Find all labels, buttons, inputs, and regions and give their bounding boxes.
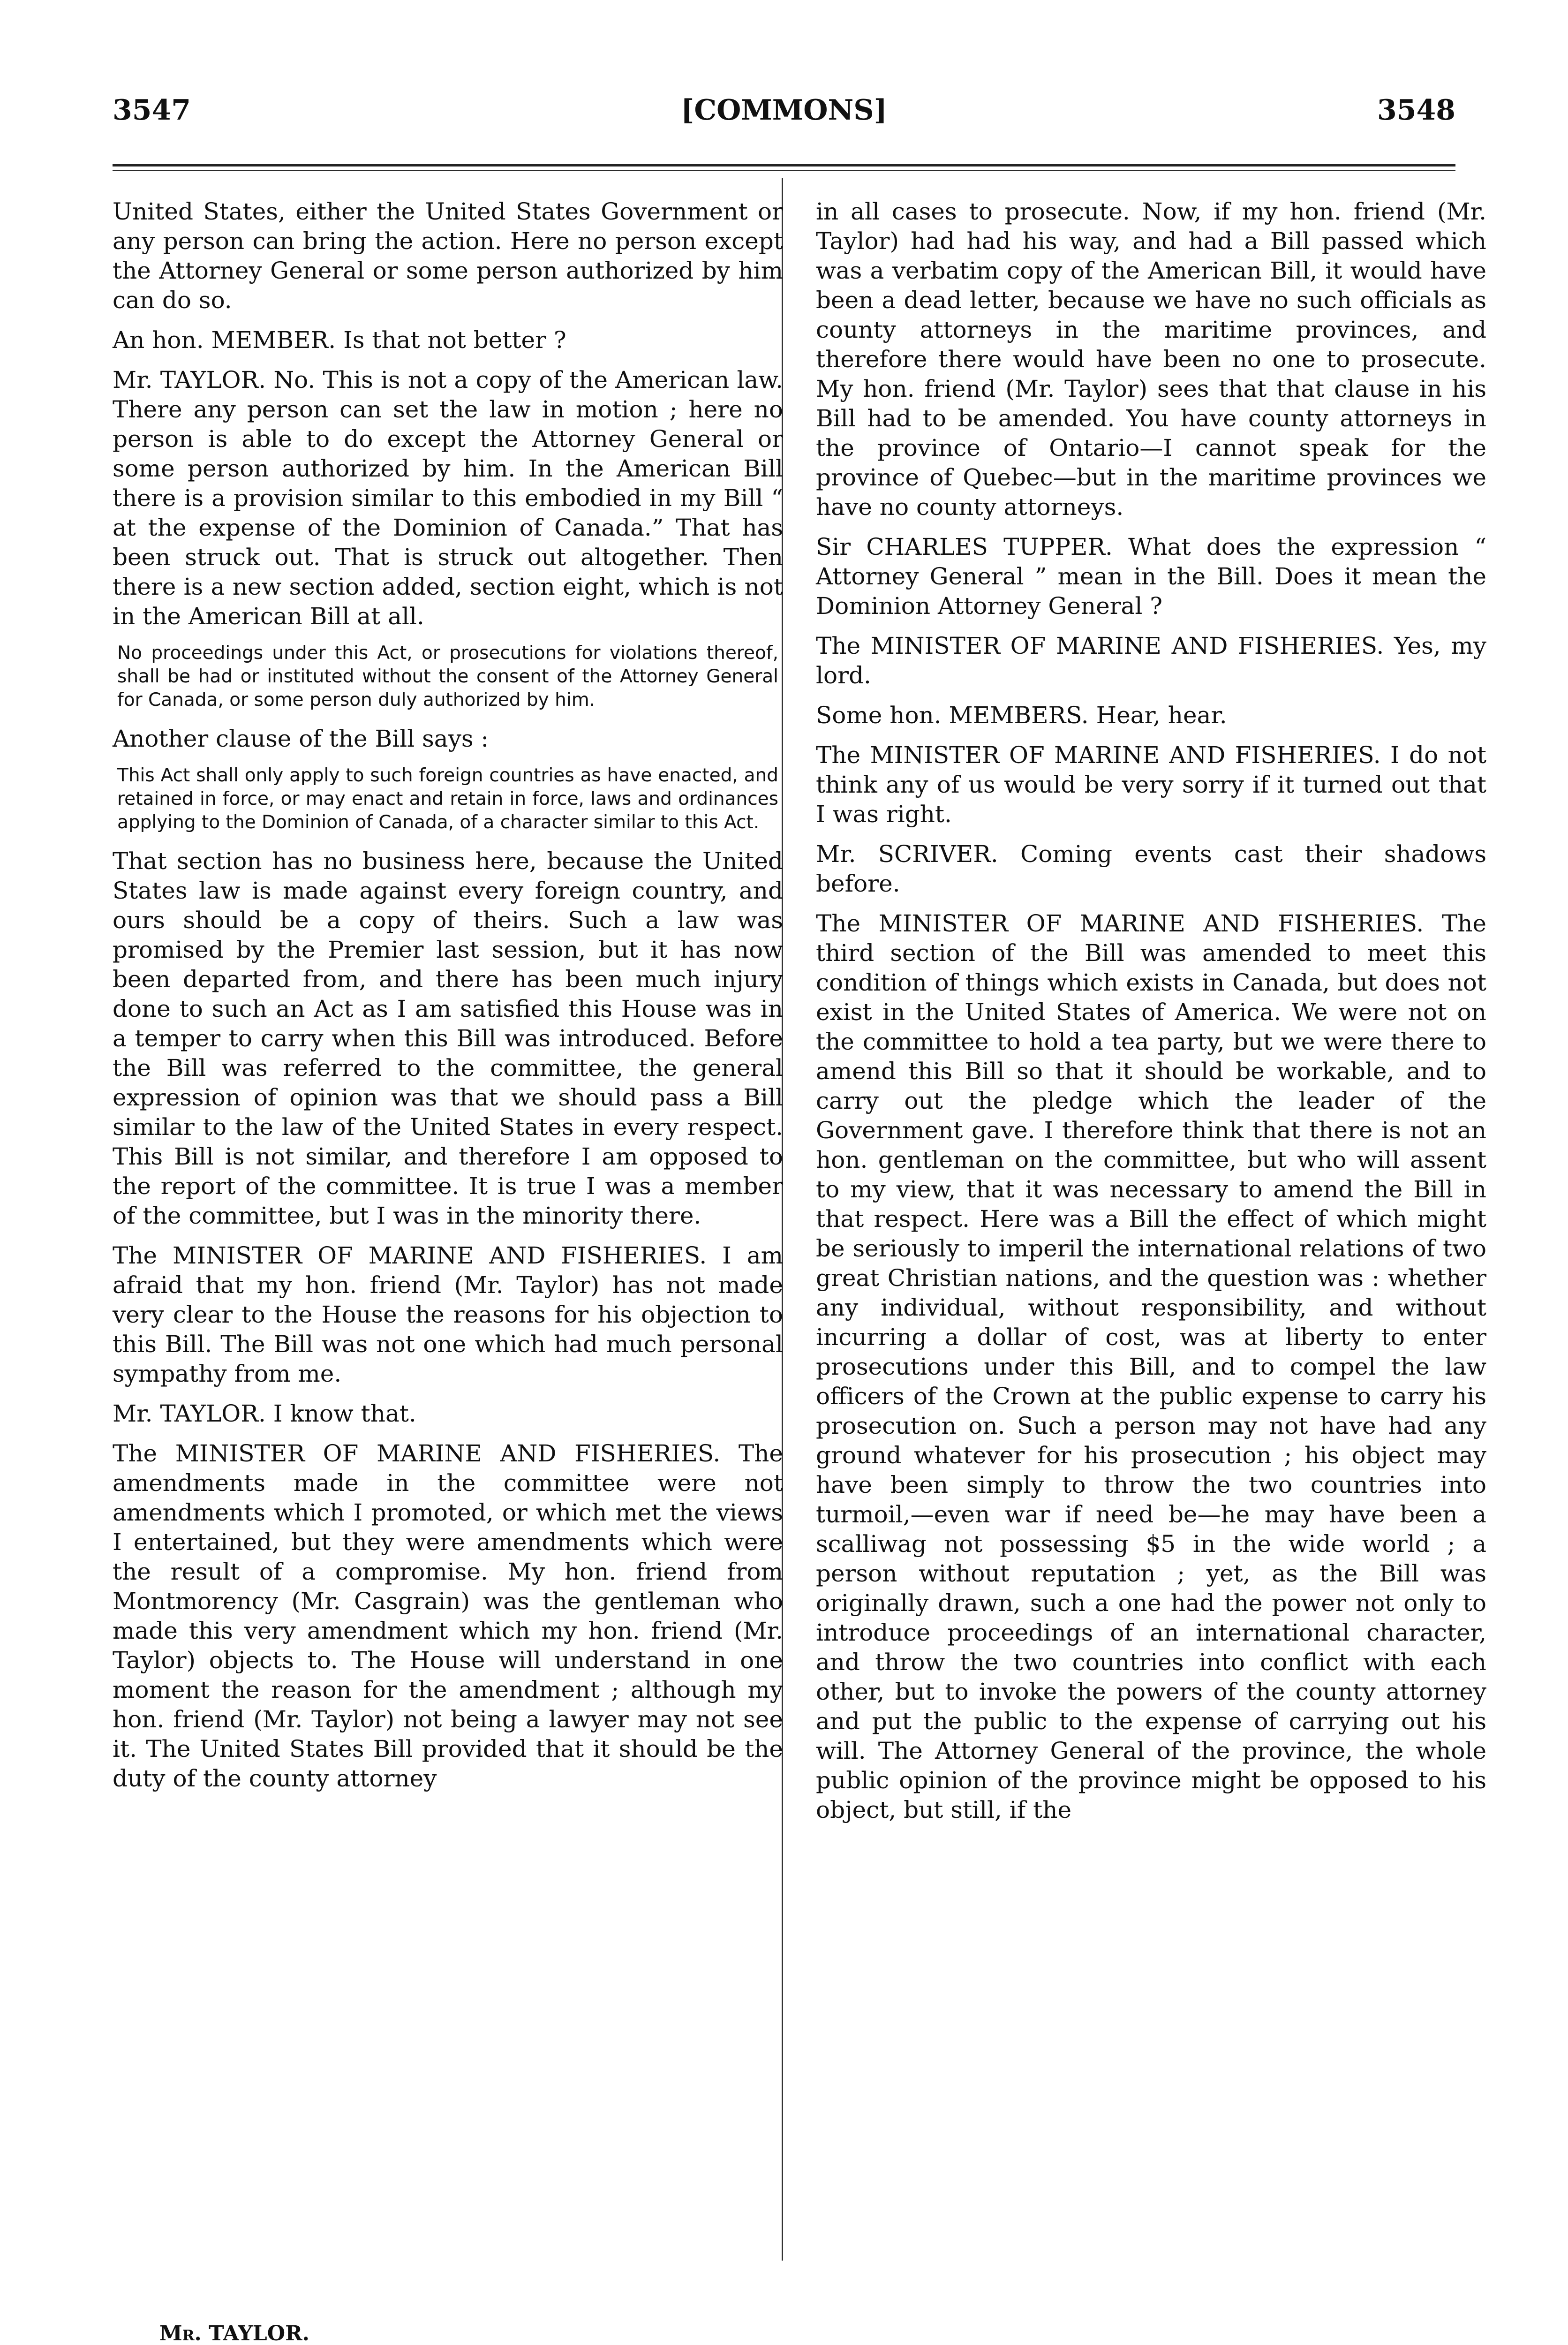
- page-title: [COMMONS]: [680, 94, 888, 127]
- left-column: [113, 197, 783, 1804]
- right-column: [816, 197, 1486, 1835]
- paragraph: United States, either the United States Government or any person can bring the action. Here no person except the Attorney General or some person authorized by him can do so.: [113, 198, 783, 314]
- paragraph: in all cases to prosecute. Now, if my hon. friend (Mr. Taylor) had had his way, and had a Bill passed which was a verbatim copy of the American Bill, it would have been a dead letter, because we have no such officials as county attorneys in the maritime provinces, and therefore there would have been no one to prosecute. My hon. friend (Mr. Taylor) sees that that clause in his Bill had to be amended. You have county attorneys in the province of Ontario—I cannot speak for the province of Quebec—but in the maritime provinces we have no county attorneys.: [816, 198, 1486, 521]
- page-header: [113, 94, 1455, 136]
- paragraph: The MINISTER OF MARINE AND FISHERIES. Yes, my lord.: [816, 632, 1486, 689]
- paragraph: The MINISTER OF MARINE AND FISHERIES. The third section of the Bill was amended to meet this condition of things which exists in Canada, but does not exist in the United States of America. We were not on the committee to hold a tea party, but we were there to amend this Bill so that it should be workable, and to carry out the pledge which the leader of the Government gave. I therefore think that there is not an hon. gentleman on the committee, but who will assent to my view, that it was necessary to amend the Bill in that respect. Here was a Bill the effect of which might be seriously to imperil the international relations of two great Christian nations, and the question was : whether any individual, without responsibility, and without incurring a dollar of cost, was at liberty to enter prosecutions under this Bill, and to compel the law officers of the Crown at the public expense to carry his prosecution on. Such a person may not have had any ground whatever for his prosecution ; his object may have been simply to throw the two countries into turmoil,—even war if need be—he may have been a scalliwag not possessing $5 in the wide world ; a person without reputation ; yet, as the Bill was originally drawn, such a one had the power not only to introduce proceedings of an international character, and throw the two countries into conflict with each other, but to invoke the powers of the county attorney and put the public to the expense of carrying out his will. The Attorney General of the province, the whole public opinion of the province might be opposed to his object, but still, if the: [816, 910, 1486, 1823]
- paragraph: An hon. MEMBER. Is that not better ?: [113, 326, 566, 354]
- header-rule: [113, 164, 1455, 166]
- paragraph: Some hon. MEMBERS. Hear, hear.: [816, 702, 1227, 729]
- paragraph: Sir CHARLES TUPPER. What does the expression “ Attorney General ” mean in the Bill. Does it mean the Dominion Attorney General ?: [816, 533, 1486, 620]
- paragraph: The MINISTER OF MARINE AND FISHERIES. I do not think any of us would be very sorry if it turned out that I was right.: [816, 741, 1486, 828]
- paragraph: Another clause of the Bill says :: [113, 725, 489, 752]
- header-rule-thin: [113, 170, 1455, 171]
- paragraph: Mr. TAYLOR. No. This is not a copy of the American law. There any person can set the law in motion ; here no person is able to do except the Attorney General or some person authorized by him. In the American Bill there is a provision similar to this embodied in my Bill “ at the expense of the Dominion of Canada.” That has been struck out. That is struck out altogether. Then there is a new section added, section eight, which is not in the American Bill at all.: [113, 366, 783, 630]
- paragraph: The MINISTER OF MARINE AND FISHERIES. I am afraid that my hon. friend (Mr. Taylor) has not made very clear to the House the reasons for his objection to this Bill. The Bill was not one which had much personal sympathy from me.: [113, 1242, 783, 1387]
- paragraph: The MINISTER OF MARINE AND FISHERIES. The amendments made in the committee were not amendments which I promoted, or which met the views I entertained, but they were amendments which were the result of a compromise. My hon. friend from Montmorency (Mr. Casgrain) was the gentleman who made this very amendment which my hon. friend (Mr. Taylor) objects to. The House will understand in one moment the reason for the amendment ; although my hon. friend (Mr. Taylor) not being a lawyer may not see it. The United States Bill provided that it should be the duty of the county attorney: [113, 1440, 783, 1792]
- paragraph: That section has no business here, because the United States law is made against every foreign country, and ours should be a copy of theirs. Such a law was promised by the Premier last session, but it has now been departed from, and there has been much injury done to such an Act as I am satisfied this House was in a temper to carry when this Bill was introduced. Before the Bill was referred to the committee, the general expression of opinion was that we should pass a Bill similar to the law of the United States in every respect. This Bill is not similar, and therefore I am opposed to the report of the committee. It is true I was a member of the committee, but I was in the minority there.: [113, 847, 783, 1229]
- right-page-number: 3548: [1377, 94, 1455, 127]
- quoted-clause: No proceedings under this Act, or prosecutions for violations thereof, shall be had or instituted without the consent of the Attorney General for Canada, or some person duly authorized by him.: [117, 643, 778, 711]
- catchword-footer: Mr. TAYLOR.: [159, 2322, 309, 2345]
- left-page-number: 3547: [113, 94, 191, 127]
- quoted-clause: This Act shall only apply to such foreign countries as have enacted, and retained in force, or may enact and retain in force, laws and ordinances applying to the Dominion of Canada, of a character similar to this Act.: [117, 765, 778, 833]
- paragraph: Mr. SCRIVER. Coming events cast their shadows before.: [816, 840, 1486, 897]
- paragraph: Mr. TAYLOR. I know that.: [113, 1400, 416, 1427]
